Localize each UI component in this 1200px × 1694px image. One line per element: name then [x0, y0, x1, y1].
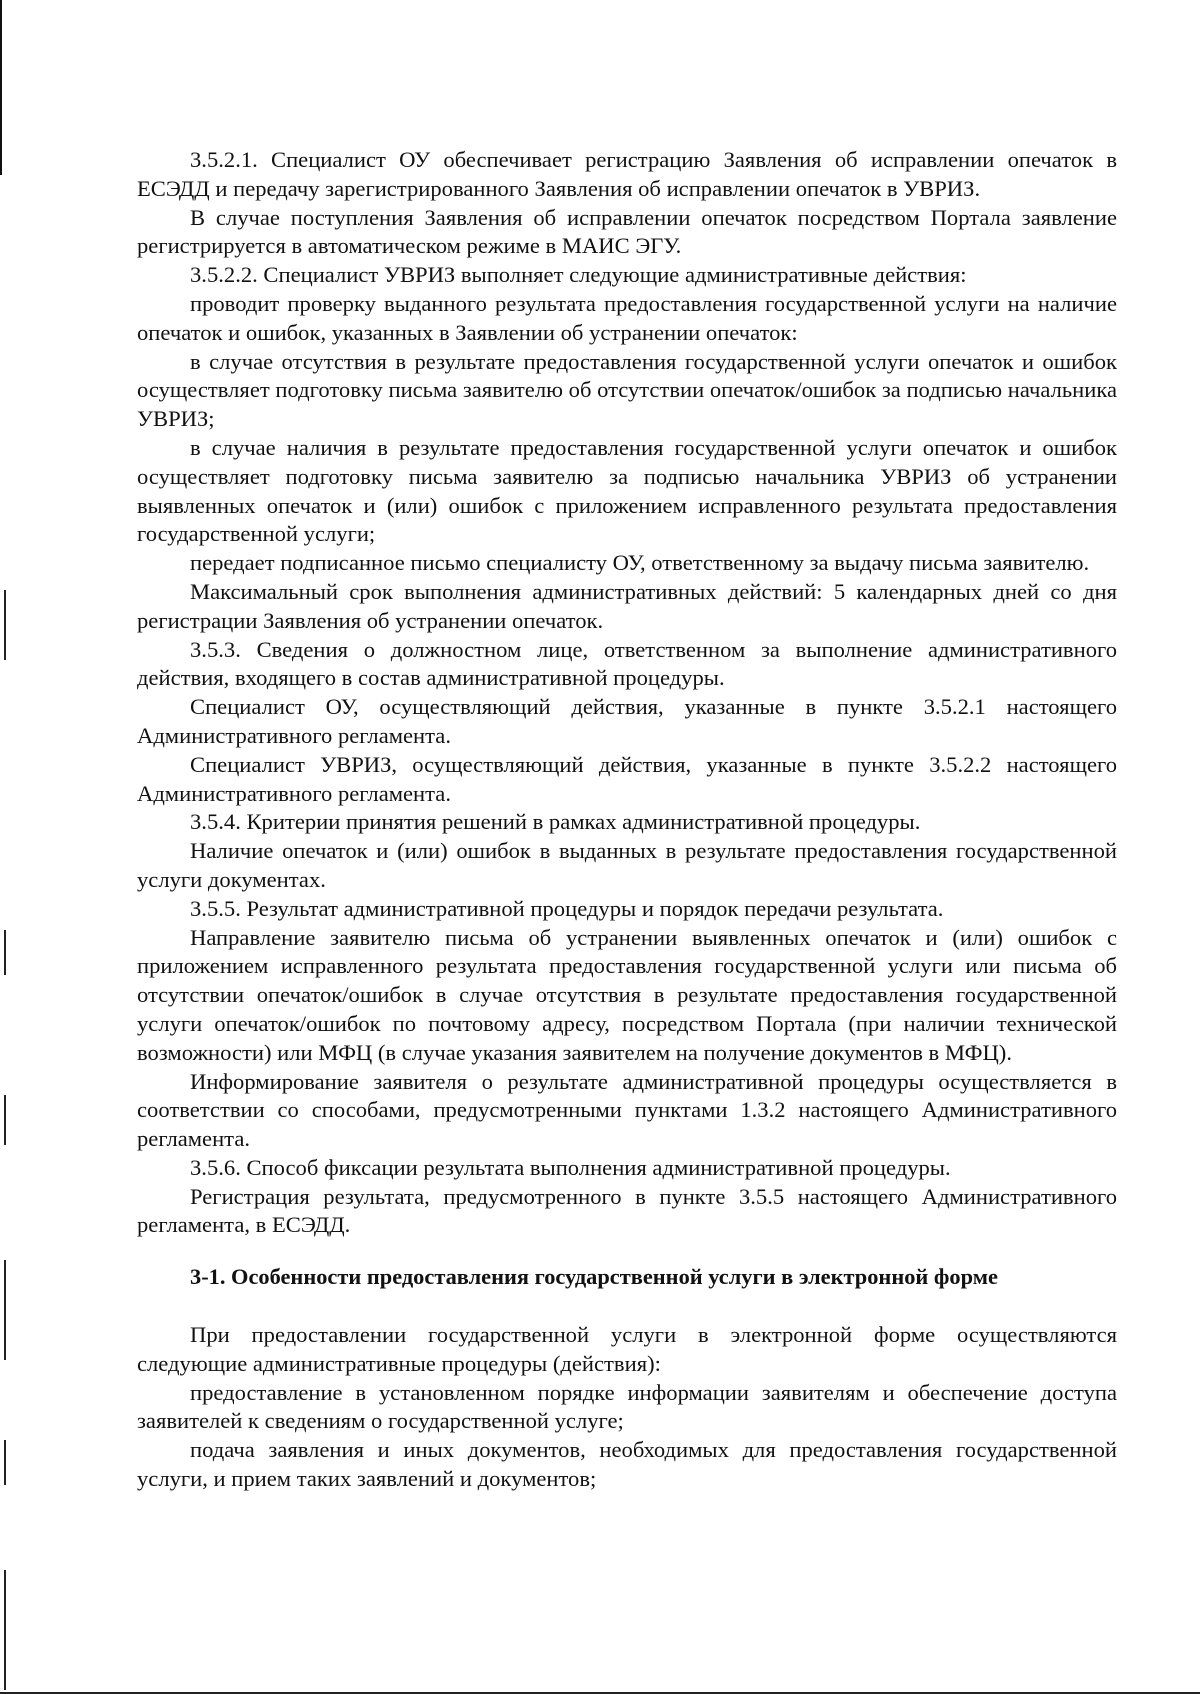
paragraph: Специалист ОУ, осуществляющий действия, указанные в пункте 3.5.2.1 настоящего Административного регламента.: [137, 694, 1117, 748]
paragraph: 3.5.2.1. Специалист ОУ обеспечивает регистрацию Заявления об исправлении опечаток в ЕСЭДД и передачу зарегистрированного Заявления об исправлении опечаток в УВРИЗ.: [137, 147, 1117, 201]
scan-margin-mark: [4, 1095, 6, 1145]
paragraph: Наличие опечаток и (или) ошибок в выданных в результате предоставления государственной услуги документах.: [137, 838, 1117, 892]
paragraph: При предоставлении государственной услуги в электронной форме осуществляются следующие административные процедуры (действия):: [137, 1322, 1117, 1376]
paragraph: 3.5.2.2. Специалист УВРИЗ выполняет следующие административные действия:: [190, 262, 967, 288]
scan-margin-mark: [4, 1260, 6, 1360]
paragraph: 3.5.5. Результат административной процедуры и порядок передачи результата.: [190, 895, 944, 921]
paragraph: подача заявления и иных документов, необходимых для предоставления государственной услуги, и прием таких заявлений и документов;: [137, 1437, 1117, 1492]
paragraph: Максимальный срок выполнения административных действий: 5 календарных дней со дня регистрации Заявления об устранении опечаток.: [137, 578, 1117, 633]
paragraph: передает подписанное письмо специалисту ОУ, ответственному за выдачу письма заявителю.: [190, 550, 1090, 576]
scan-margin-mark: [4, 930, 6, 975]
paragraph: 3.5.6. Способ фиксации результата выполнения административной процедуры.: [190, 1154, 951, 1180]
paragraph: Информирование заявителя о результате административной процедуры осуществляется в соответствии со способами, предусмотренными пунктами 1.3.2 настоящего Административного регламента.: [137, 1068, 1117, 1152]
scan-margin-mark: [4, 1570, 6, 1690]
document-body: [137, 146, 1117, 1494]
scan-margin-mark: [4, 590, 6, 660]
spacer: [137, 1292, 1117, 1321]
scan-left-edge: [0, 0, 2, 175]
paragraph: 3.5.3. Сведения о должностном лице, ответственном за выполнение административного действия, входящего в состав административной процедуры.: [137, 636, 1117, 691]
paragraph: Направление заявителю письма об устранении выявленных опечаток и (или) ошибок с приложением исправленного результата предоставления государственной услуги или письма об отсутствии опечаток/ошибок в случае отсутствия в результате предоставления государственной услуги опечаток/ошибок по почтовому адресу, посредством Портала (при наличии технической возможности) или МФЦ (в случае указания заявителем на получение документов в МФЦ).: [137, 924, 1117, 1065]
paragraph: предоставление в установленном порядке информации заявителям и обеспечение доступа заявителей к сведениям о государственной услуге;: [137, 1379, 1117, 1434]
section-heading: 3-1. Особенности предоставления государственной услуги в электронной форме: [190, 1264, 998, 1290]
scan-margin-mark: [4, 1440, 6, 1485]
paragraph: в случае отсутствия в результате предоставления государственной услуги опечаток и ошибок осуществляет подготовку письма заявителю об отсутствии опечаток/ошибок за подписью начальника УВРИЗ;: [137, 348, 1117, 432]
paragraph: В случае поступления Заявления об исправлении опечаток посредством Портала заявление регистрируется в автоматическом режиме в МАИС ЭГУ.: [137, 204, 1117, 259]
spacer: [137, 1240, 1117, 1263]
paragraph: 3.5.4. Критерии принятия решений в рамках административной процедуры.: [190, 809, 921, 835]
paragraph: в случае наличия в результате предоставления государственной услуги опечаток и ошибок осуществляет подготовку письма заявителю за подписью начальника УВРИЗ об устранении выявленных опечаток и (или) ошибок с приложением исправленного результата предоставления государственной услуги;: [137, 434, 1117, 547]
paragraph: Регистрация результата, предусмотренного в пункте 3.5.5 настоящего Административного регламента, в ЕСЭДД.: [137, 1183, 1117, 1238]
paragraph: проводит проверку выданного результата предоставления государственной услуги на наличие опечаток и ошибок, указанных в Заявлении об устранении опечаток:: [137, 290, 1117, 345]
paragraph: Специалист УВРИЗ, осуществляющий действия, указанные в пункте 3.5.2.2 настоящего Административного регламента.: [137, 751, 1117, 806]
